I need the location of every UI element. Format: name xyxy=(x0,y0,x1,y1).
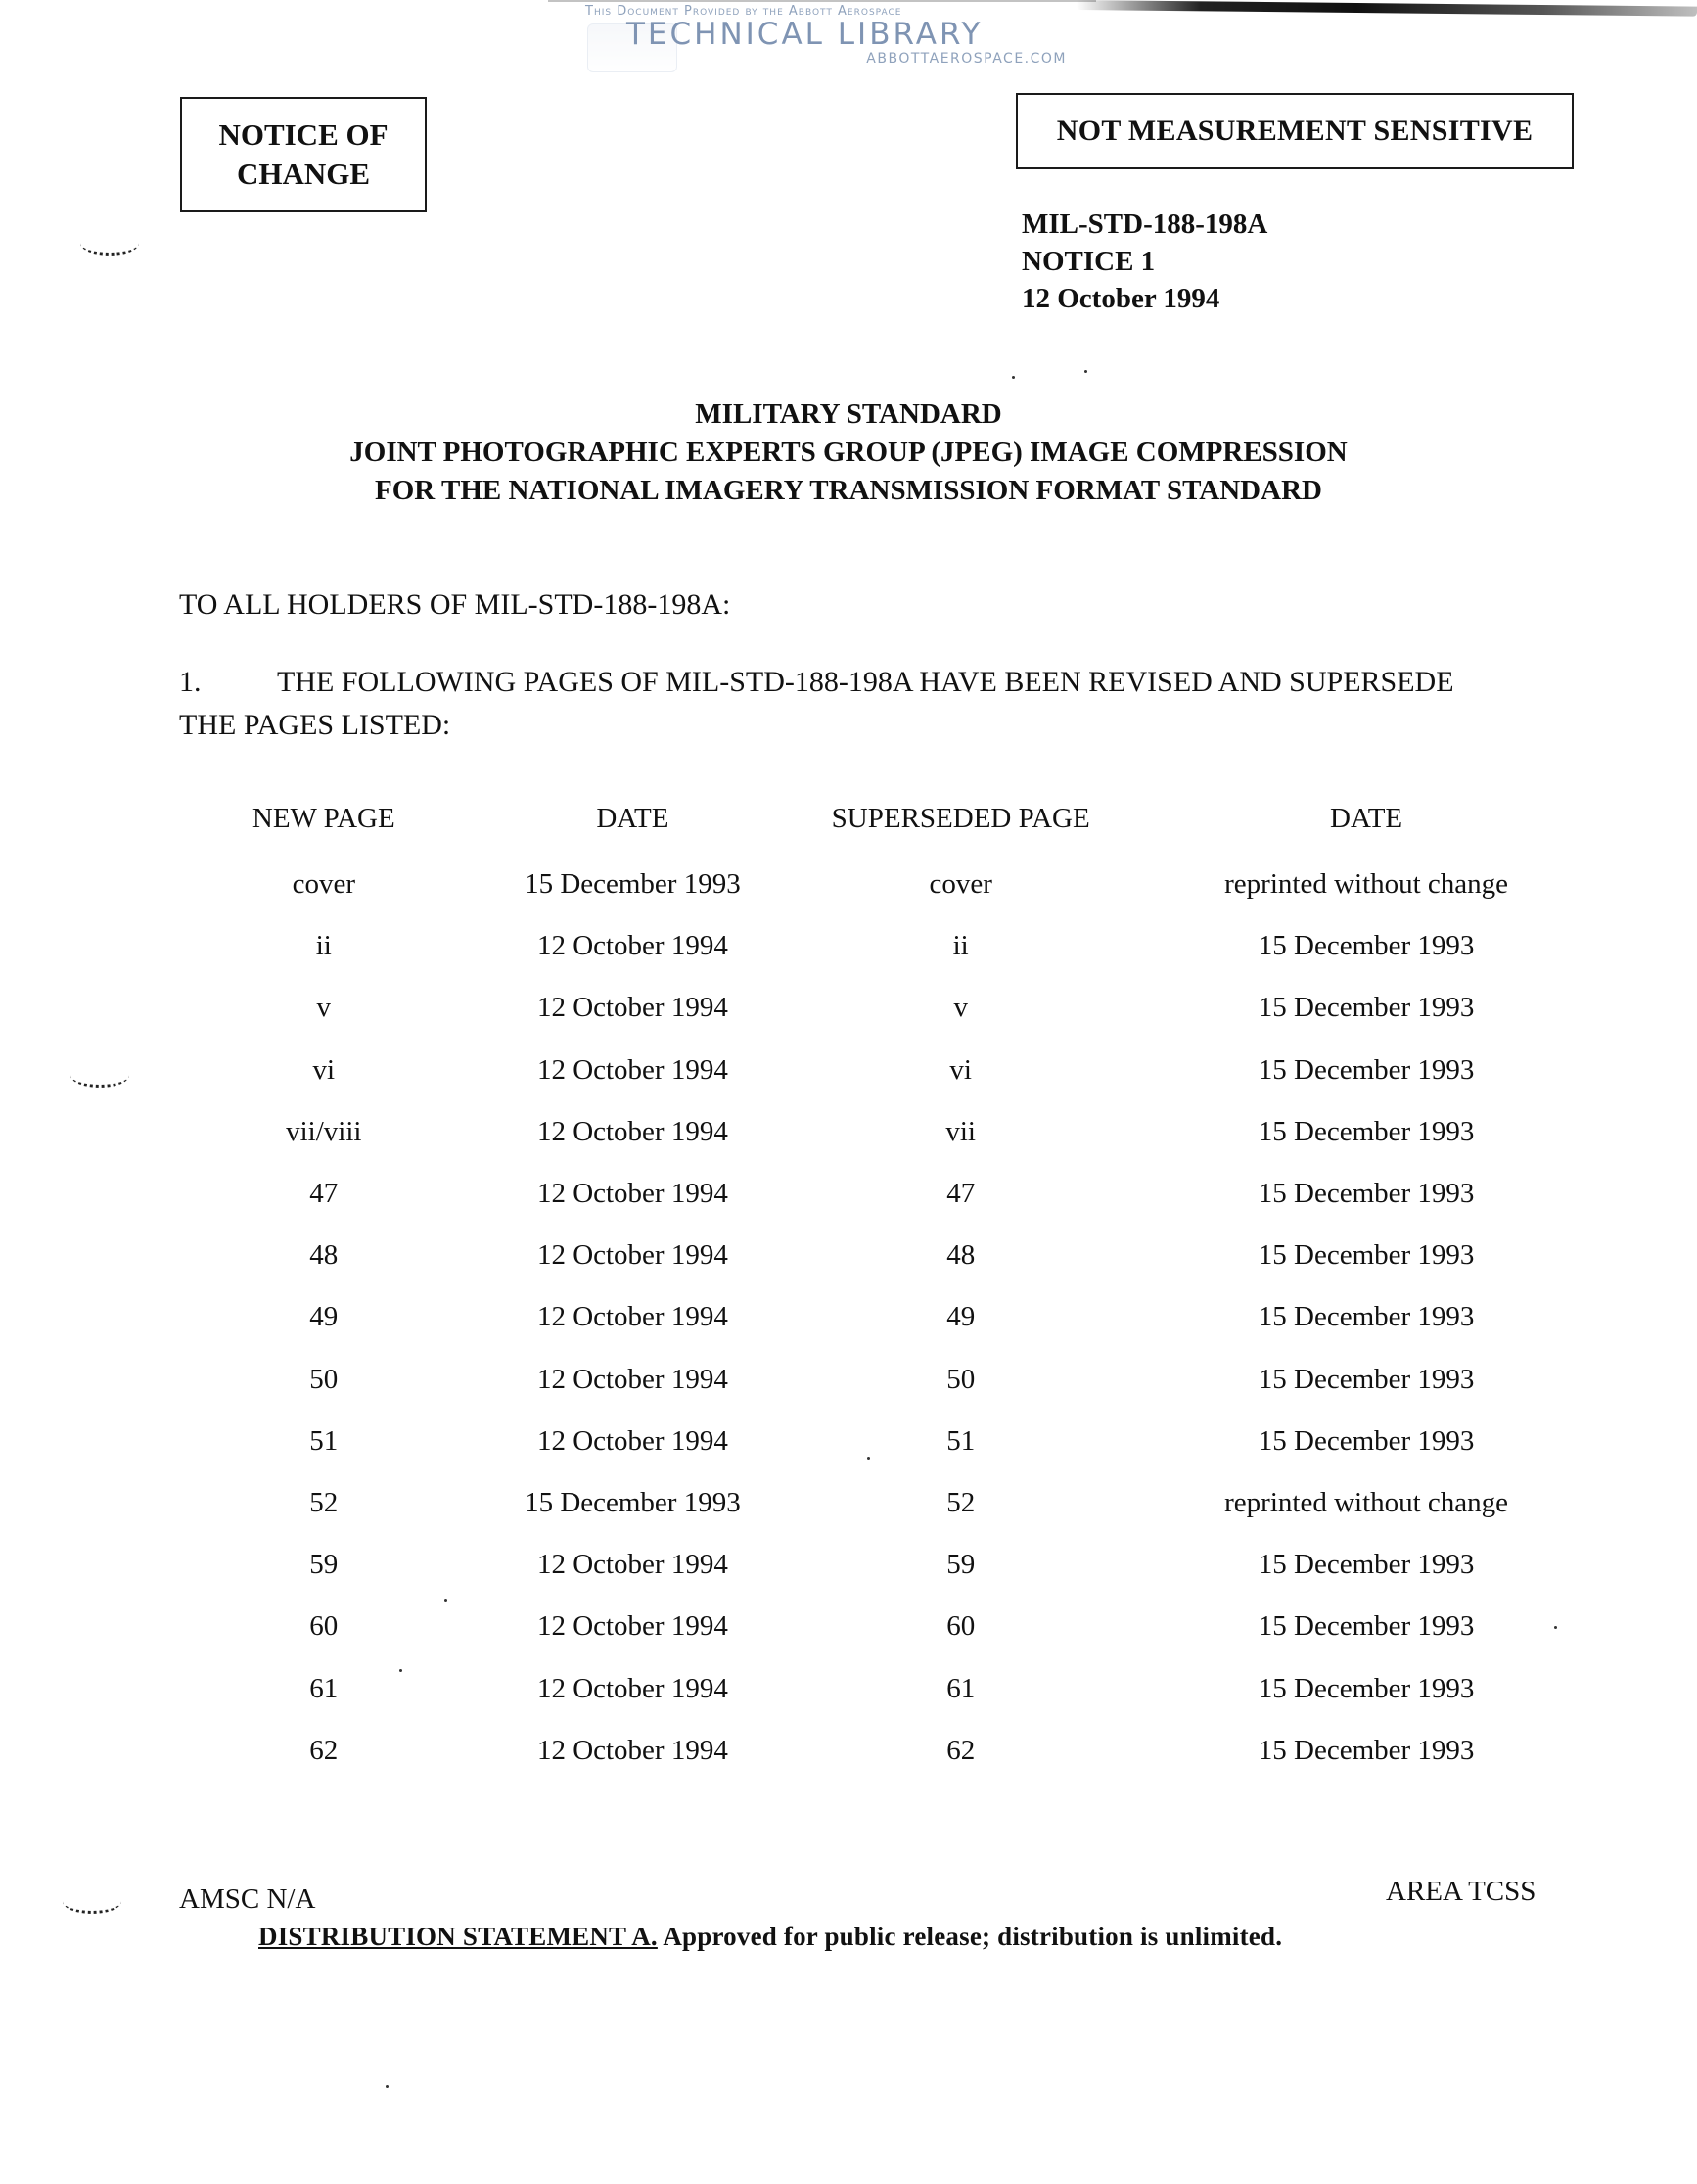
scan-artifact-line xyxy=(548,0,1096,2)
superseded-date-cell: 15 December 1993 xyxy=(1258,1363,1475,1395)
new-page-cell: 61 xyxy=(309,1672,339,1704)
notice-number: NOTICE 1 xyxy=(1022,246,1156,277)
scan-speck xyxy=(867,1457,870,1460)
new-page-cell: 59 xyxy=(309,1549,339,1581)
superseded-date-cell: reprinted without change xyxy=(1224,868,1509,901)
superseded-date-cell: 15 December 1993 xyxy=(1258,1424,1475,1457)
table-row xyxy=(179,1225,1569,1286)
addressee-line: TO ALL HOLDERS OF MIL-STD-188-198A: xyxy=(179,588,731,621)
notice-of-change-box xyxy=(180,97,427,212)
title-line-1: MILITARY STANDARD xyxy=(695,398,1002,430)
header-superseded-date: DATE xyxy=(1330,802,1403,834)
superseded-page-cell: cover xyxy=(929,868,992,901)
new-page-cell: cover xyxy=(292,868,355,901)
watermark xyxy=(577,4,1086,67)
area-code: AREA TCSS xyxy=(1386,1876,1536,1907)
superseded-date-cell: 15 December 1993 xyxy=(1258,1549,1475,1581)
table-row xyxy=(179,1101,1569,1163)
superseded-date-cell: 15 December 1993 xyxy=(1258,1672,1475,1704)
table-row xyxy=(179,1472,1569,1534)
header-new-date: DATE xyxy=(596,802,669,834)
scan-speck xyxy=(386,2085,389,2088)
scan-speck xyxy=(1554,1626,1557,1629)
distribution-text: Approved for public release; distribution is unlimited. xyxy=(663,1922,1283,1951)
superseded-page-cell: v xyxy=(953,992,968,1024)
superseded-page-cell: ii xyxy=(952,930,969,962)
new-date-cell: 15 December 1993 xyxy=(525,868,741,901)
superseded-date-cell: 15 December 1993 xyxy=(1258,1115,1475,1147)
superseded-date-cell: 15 December 1993 xyxy=(1258,1301,1475,1333)
table-row xyxy=(179,1657,1569,1719)
superseded-page-cell: 61 xyxy=(946,1672,976,1704)
table-row xyxy=(179,977,1569,1039)
new-date-cell: 12 October 1994 xyxy=(536,1239,728,1272)
scan-speck xyxy=(444,1599,447,1602)
watermark-library-title: TECHNICAL LIBRARY xyxy=(626,17,984,52)
new-page-cell: 51 xyxy=(309,1424,339,1457)
document-title xyxy=(0,395,1697,510)
new-date-cell: 12 October 1994 xyxy=(536,1115,728,1147)
new-page-cell: ii xyxy=(315,930,332,962)
scan-speck xyxy=(399,1669,402,1672)
punch-hole-mark xyxy=(63,1889,121,1914)
notice-date: 12 October 1994 xyxy=(1022,283,1220,314)
amsc-code: AMSC N/A xyxy=(179,1883,316,1915)
paragraph-text: THE FOLLOWING PAGES OF MIL-STD-188-198A HAVE BEEN REVISED AND SUPERSEDE xyxy=(277,666,1454,698)
new-date-cell: 12 October 1994 xyxy=(536,1178,728,1210)
new-page-cell: v xyxy=(316,992,332,1024)
new-date-cell: 12 October 1994 xyxy=(536,1053,728,1086)
superseded-page-cell: 49 xyxy=(946,1301,976,1333)
table-row xyxy=(179,1534,1569,1596)
new-page-cell: vi xyxy=(312,1053,336,1086)
superseded-page-cell: 50 xyxy=(946,1363,976,1395)
table-row xyxy=(179,854,1569,915)
new-date-cell: 12 October 1994 xyxy=(536,1734,728,1766)
title-line-3: FOR THE NATIONAL IMAGERY TRANSMISSION FORMAT STANDARD xyxy=(375,475,1322,506)
new-date-cell: 12 October 1994 xyxy=(536,1672,728,1704)
table-row xyxy=(179,1040,1569,1101)
punch-hole-mark xyxy=(80,231,139,256)
header-superseded-page: SUPERSEDED PAGE xyxy=(831,802,1090,834)
document-identification xyxy=(1022,206,1267,317)
superseded-page-cell: vi xyxy=(949,1053,972,1086)
superseded-page-cell: 47 xyxy=(946,1178,976,1210)
table-row xyxy=(179,1349,1569,1411)
superseded-page-cell: 60 xyxy=(946,1610,976,1643)
paragraph-continuation: THE PAGES LISTED: xyxy=(179,709,451,741)
paragraph-number: 1. xyxy=(179,666,202,698)
new-date-cell: 12 October 1994 xyxy=(536,1301,728,1333)
new-page-cell: 60 xyxy=(309,1610,339,1643)
notice-box-line1: NOTICE OF xyxy=(218,117,389,152)
new-date-cell: 12 October 1994 xyxy=(536,1610,728,1643)
new-page-cell: 48 xyxy=(309,1239,339,1272)
superseded-date-cell: 15 December 1993 xyxy=(1258,930,1475,962)
new-page-cell: 49 xyxy=(309,1301,339,1333)
superseded-page-cell: 48 xyxy=(946,1239,976,1272)
distribution-label: DISTRIBUTION STATEMENT A. xyxy=(258,1922,658,1951)
superseded-date-cell: 15 December 1993 xyxy=(1258,1610,1475,1643)
table-header-row xyxy=(179,789,1569,848)
new-date-cell: 12 October 1994 xyxy=(536,992,728,1024)
new-page-cell: 62 xyxy=(309,1734,339,1766)
table-row xyxy=(179,1596,1569,1657)
scan-speck xyxy=(1012,376,1015,379)
superseded-page-cell: 52 xyxy=(946,1486,976,1518)
page-change-table xyxy=(179,789,1569,1782)
table-row xyxy=(179,915,1569,977)
superseded-page-cell: 59 xyxy=(946,1549,976,1581)
new-page-cell: 50 xyxy=(309,1363,339,1395)
new-date-cell: 12 October 1994 xyxy=(536,1549,728,1581)
superseded-date-cell: 15 December 1993 xyxy=(1258,1178,1475,1210)
document-number: MIL-STD-188-198A xyxy=(1022,209,1268,240)
superseded-page-cell: 62 xyxy=(946,1734,976,1766)
paragraph-1 xyxy=(179,661,1569,747)
header-new-page: NEW PAGE xyxy=(252,802,395,834)
new-page-cell: vii/viii xyxy=(286,1115,362,1147)
title-line-2: JOINT PHOTOGRAPHIC EXPERTS GROUP (JPEG) IMAGE COMPRESSION xyxy=(349,437,1348,468)
notice-box-line2: CHANGE xyxy=(236,157,371,191)
new-date-cell: 12 October 1994 xyxy=(536,930,728,962)
punch-hole-mark xyxy=(70,1063,129,1088)
measurement-sensitivity-box xyxy=(1016,93,1574,169)
superseded-date-cell: 15 December 1993 xyxy=(1258,1734,1475,1766)
new-date-cell: 12 October 1994 xyxy=(536,1363,728,1395)
new-page-cell: 52 xyxy=(309,1486,339,1518)
watermark-provider-text: This Document Provided by the Abbott Aerospace xyxy=(585,4,902,19)
watermark-website: ABBOTTAEROSPACE.COM xyxy=(866,51,1067,67)
superseded-date-cell: reprinted without change xyxy=(1224,1486,1509,1518)
superseded-page-cell: vii xyxy=(945,1115,976,1147)
superseded-date-cell: 15 December 1993 xyxy=(1258,1239,1475,1272)
distribution-statement xyxy=(258,1922,1282,1952)
superseded-date-cell: 15 December 1993 xyxy=(1258,992,1475,1024)
new-page-cell: 47 xyxy=(309,1178,339,1210)
superseded-date-cell: 15 December 1993 xyxy=(1258,1053,1475,1086)
superseded-page-cell: 51 xyxy=(946,1424,976,1457)
new-date-cell: 12 October 1994 xyxy=(536,1424,728,1457)
measurement-sensitivity-label: NOT MEASUREMENT SENSITIVE xyxy=(1056,115,1534,147)
new-date-cell: 15 December 1993 xyxy=(525,1486,741,1518)
table-row xyxy=(179,1286,1569,1348)
table-row xyxy=(179,1163,1569,1225)
table-row xyxy=(179,1720,1569,1782)
scan-speck xyxy=(1084,370,1087,373)
scan-artifact-streak xyxy=(1077,0,1697,17)
table-row xyxy=(179,1411,1569,1472)
